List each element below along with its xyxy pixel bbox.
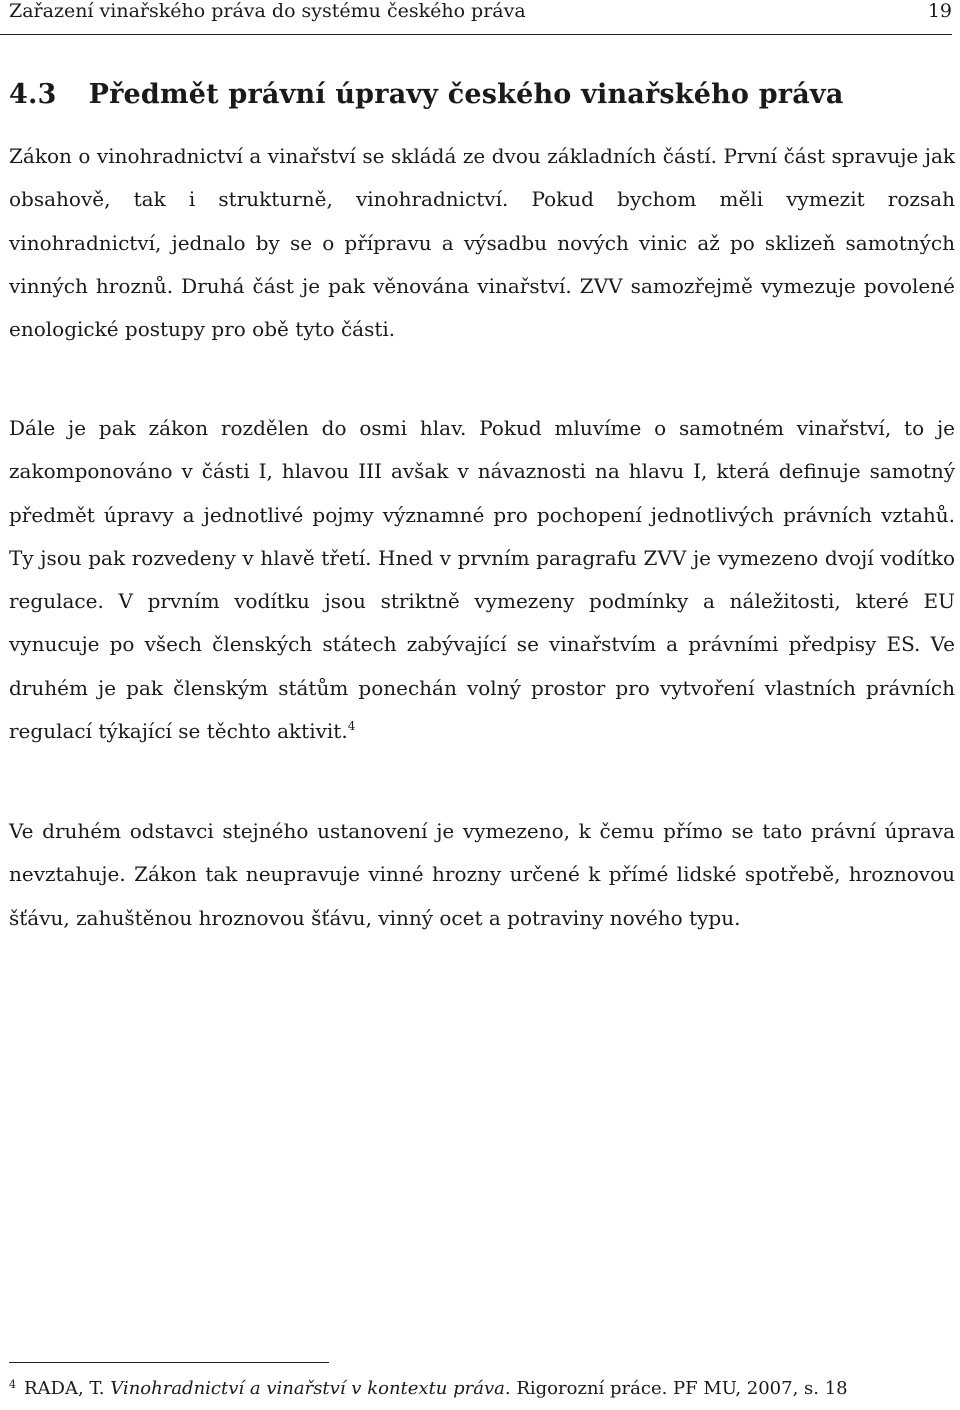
paragraph-3: Ve druhém odstavci stejného ustanovení je vymezeno, k čemu přímo se tato právní úprava nevztahuje. Zákon tak neupravuje vinné hrozny určené k přímé lidské spotřebě, hroznovou šťávu, zahuštěnou hroznovou šťávu, vinný ocet a potraviny nového typu.	[9, 819, 955, 930]
page-number: 19	[927, 0, 952, 22]
paragraph-1: Zákon o vinohradnictví a vinařství se skládá ze dvou základních částí. První část spravuje jak obsahově, tak i strukturně, vinohradnictví. Pokud bychom měli vymezit rozsah vinohradnictví, jednalo by se o přípravu a výsadbu nových vinic až po sklizeň samotných vinných hroznů. Druhá část je pak věnována vinařství. ZVV samozřejmě vymezuje povolené enologické postupy pro obě tyto části.	[9, 144, 955, 342]
paragraph-2-text: Dále je pak zákon rozdělen do osmi hlav. Pokud mluvíme o samotném vinařství, to je zakomponováno v části I, hlavou III avšak v návaznosti na hlavu I, která definuje samotný předmět úpravy a jednotlivé pojmy významné pro pochopení jednotlivých právních vztahů. Ty jsou pak rozvedeny v hlavě třetí. Hned v prvním paragrafu ZVV je vymezeno dvojí vodítko regulace. V prvním vodítku jsou striktně vymezeny podmínky a náležitosti, které EU vynucuje po všech členských státech zabývající se vinařstvím a právními předpisy ES. Ve druhém je pak členským státům ponechán volný prostor pro vytvoření vlastních právních regulací týkající se těchto aktivit.	[9, 416, 955, 744]
footnote-author: RADA, T.	[24, 1378, 105, 1399]
footnote-reference[interactable]: 4	[347, 719, 356, 734]
footnote	[9, 1376, 955, 1402]
footnote-rest: Rigorozní práce. PF MU, 2007, s. 18	[516, 1378, 848, 1399]
footnote-title: Vinohradnictví a vinařství v kontextu práva.	[110, 1378, 511, 1399]
running-title: Zařazení vinařského práva do systému českého práva	[9, 0, 526, 22]
footnote-rule	[9, 1362, 329, 1363]
section-title: Předmět právní úpravy českého vinařského práva	[88, 79, 844, 110]
header-rule	[0, 34, 952, 35]
running-header	[9, 0, 952, 24]
paragraph-2	[9, 407, 955, 753]
section-number: 4.3	[9, 79, 57, 110]
footnote-number: 4	[9, 1378, 16, 1391]
section-heading	[9, 73, 844, 117]
